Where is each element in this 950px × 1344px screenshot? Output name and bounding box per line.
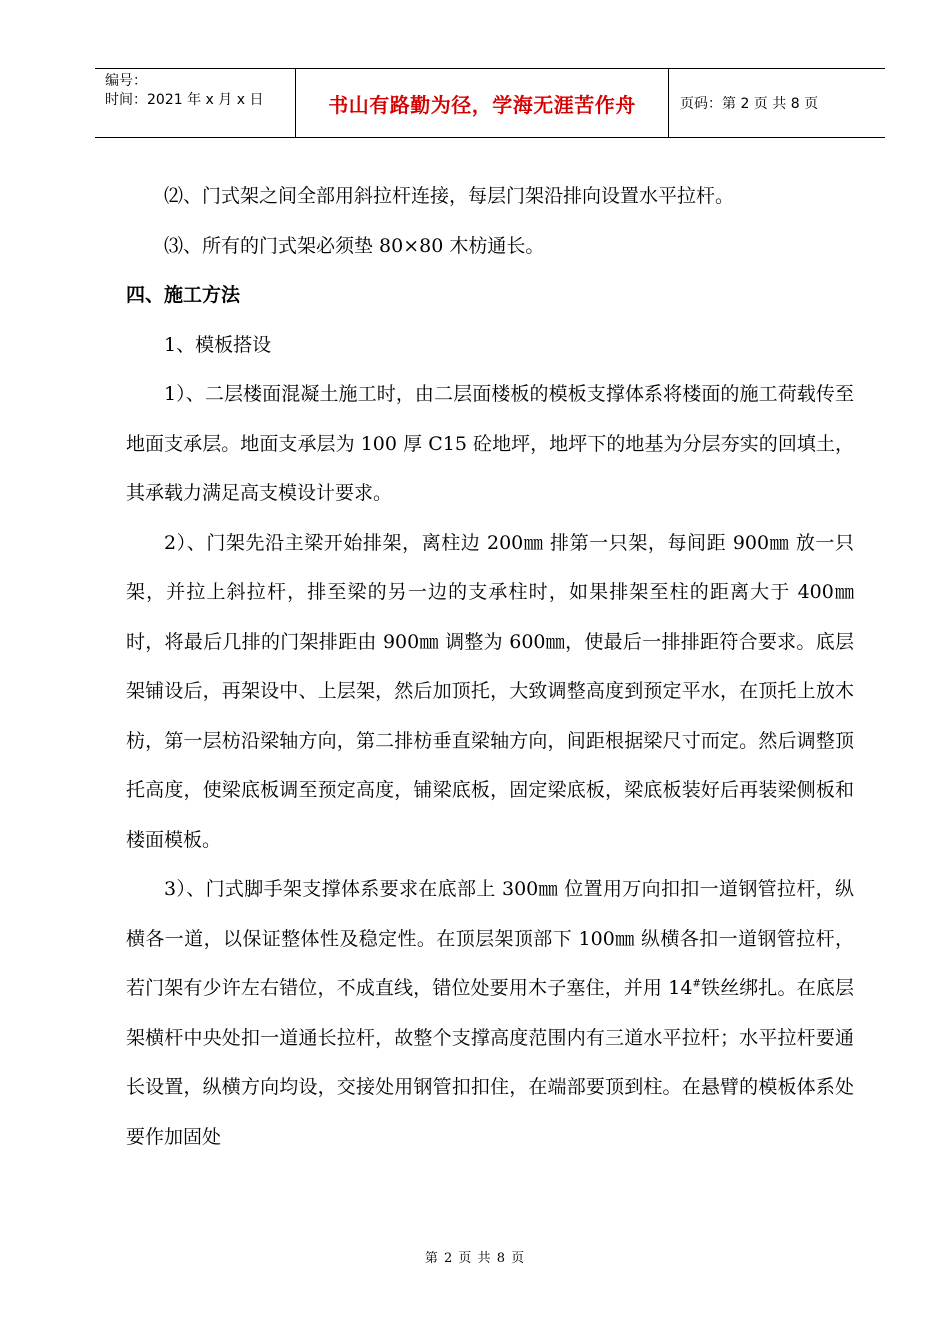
paragraph-formwork-1: 1）、二层楼面混凝土施工时，由二层面楼板的模板支撑体系将楼面的施工荷载传至地面支承层。地面支承层为 100 厚 C15 砼地坪，地坪下的地基为分层夯实的回填土，其承载力满足高支模设计要求。 <box>126 383 854 504</box>
page-footer: 第 2 页 共 8 页 <box>424 1251 526 1266</box>
wire-gauge-mark: # <box>692 978 701 990</box>
header-motto: 书山有路勤为径，学海无涯苦作舟 <box>296 69 669 137</box>
paragraph-formwork-3 <box>126 865 854 1162</box>
subsection-heading-formwork: 1、模板搭设 <box>164 333 272 356</box>
document-number-label: 编号： <box>105 73 147 89</box>
paragraph-formwork-3-part-a: 3）、门式脚手架支撑体系要求在底部上 300㎜ 位置用万向扣扣一道钢管拉杆，纵横各一道，以保证整体性及稳定性。在顶层架顶部下 100㎜ 纵横各扣一道钢管拉杆，若门架有少许左右错位，不成直线，错位处要用木子塞住，并用 14 <box>126 878 854 999</box>
paragraph-item-2: ⑵、门式架之间全部用斜拉杆连接，每层门架沿排向设置水平拉杆。 <box>164 185 735 207</box>
paragraph-formwork-2: 2）、门架先沿主梁开始排架，离柱边 200㎜ 排第一只架，每间距 900㎜ 放一只架，并拉上斜拉杆，排至梁的另一边的支承柱时，如果排架至柱的距离大于 400㎜ 时，将最后几排的门架排距由 900㎜ 调整为 600㎜，使最后一排排距符合要求。底层架铺设后，再架设中、上层架，然后加顶托，大致调整高度到预定平水，在顶托上放木枋，第一层枋沿梁轴方向，第二排枋垂直梁轴方向，间距根据梁尺寸而定。然后调整顶托高度，使梁底板调至预定高度，铺梁底板，固定梁底板，梁底板装好后再装梁侧板和楼面模板。 <box>126 531 854 851</box>
section-heading-construction-method: 四、施工方法 <box>126 284 241 306</box>
paragraph-formwork-3-part-b: 铁丝绑扎。在底层架横杆中央处扣一道通长拉杆，故整个支撑高度范围内有三道水平拉杆；水平拉杆要通长设置，纵横方向均设，交接处用钢管扣扣住，在端部要顶到柱。在悬臂的模板体系处要作加固处 <box>126 977 854 1148</box>
header-page-label: 页码：第 2 页 共 8 页 <box>680 96 819 112</box>
header-meta-cell <box>95 69 296 137</box>
document-header <box>95 68 885 138</box>
document-body <box>126 172 854 1162</box>
document-time-label: 时间：2021 年 x 月 x 日 <box>105 92 264 108</box>
paragraph-item-3: ⑶、所有的门式架必须垫 80×80 木枋通长。 <box>164 234 545 257</box>
